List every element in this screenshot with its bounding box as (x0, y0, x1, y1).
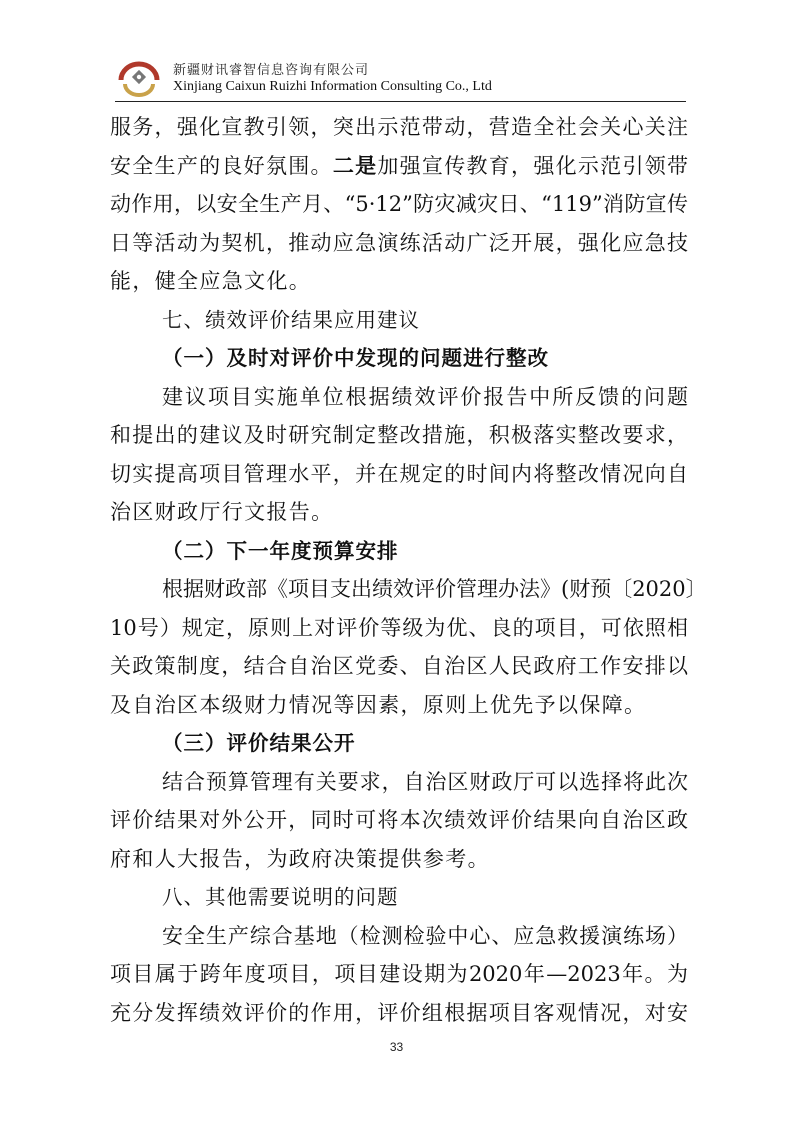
text-run: 安全生产的良好氛围。 (110, 153, 333, 178)
subsection-heading: （一）及时对评价中发现的问题进行整改 (162, 346, 549, 370)
section-heading: 八、其他需要说明的问题 (162, 885, 399, 909)
section-heading: 七、绩效评价结果应用建议 (162, 307, 420, 332)
document-body (110, 108, 707, 1032)
paragraph-line: 动作用，以安全生产月、“5·12”防灾减灾日、“119”消防宣传 (110, 192, 688, 216)
paragraph-line: 服务，强化宣教引领，突出示范带动，营造全社会关心关注 (110, 115, 688, 139)
paragraph-line: 评价结果对外公开，同时可将本次绩效评价结果向自治区政 (110, 808, 688, 832)
company-logo-icon (115, 58, 163, 98)
paragraph-line: 安全生产综合基地（检测检验中心、应急救援演练场） (162, 923, 688, 948)
paragraph-line: 和提出的建议及时研究制定整改措施，积极落实整改要求， (110, 423, 688, 447)
header-divider (115, 101, 686, 102)
subsection-heading: （二）下一年度预算安排 (162, 538, 399, 563)
paragraph-line: 充分发挥绩效评价的作用，评价组根据项目客观情况，对安 (110, 1000, 688, 1025)
page-header (115, 50, 685, 100)
paragraph-line: 项目属于跨年度项目，项目建设期为2020年—2023年。为 (110, 962, 688, 986)
paragraph-line: 结合预算管理有关要求，自治区财政厅可以选择将此次 (162, 769, 688, 794)
subsection-heading: （三）评价结果公开 (162, 731, 356, 755)
paragraph-line: 治区财政厅行文报告。 (110, 500, 334, 524)
paragraph-line: 府和人大报告，为政府决策提供参考。 (110, 846, 490, 871)
paragraph-line: 切实提高项目管理水平，并在规定的时间内将整改情况向自 (110, 461, 688, 486)
company-name-en: Xinjiang Caixun Ruizhi Information Consulting Co., Ltd (173, 79, 492, 94)
paragraph-line: 10号）规定，原则上对评价等级为优、良的项目，可依照相 (110, 615, 688, 640)
paragraph-line: 根据财政部《项目支出绩效评价管理办法》(财预〔2020〕 (162, 577, 707, 601)
emphasis-text: 二是 (332, 153, 378, 178)
text-run: 加强宣传教育，强化示范引领带 (377, 153, 689, 178)
company-name-cn: 新疆财讯睿智信息咨询有限公司 (173, 63, 370, 78)
page-number: 33 (389, 1040, 404, 1054)
paragraph-line: 及自治区本级财力情况等因素，原则上优先予以保障。 (110, 692, 647, 717)
paragraph-line: 日等活动为契机，推动应急演练活动广泛开展，强化应急技 (110, 230, 688, 255)
paragraph-line: 建议项目实施单位根据绩效评价报告中所反馈的问题 (162, 384, 688, 409)
paragraph-line: 关政策制度，结合自治区党委、自治区人民政府工作安排以 (110, 654, 688, 678)
paragraph-line (110, 147, 688, 186)
paragraph-line: 能，健全应急文化。 (110, 269, 312, 293)
